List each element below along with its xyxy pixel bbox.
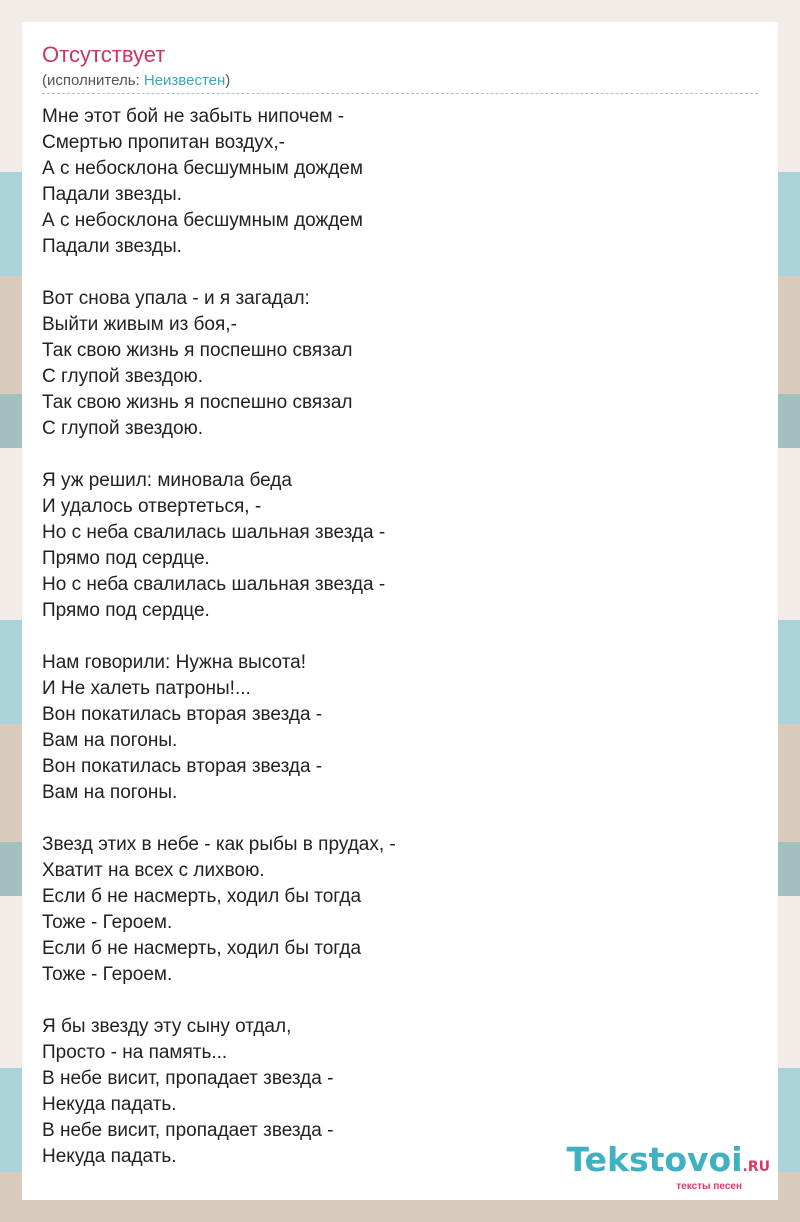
- lyric-line: Вам на погоны.: [42, 730, 178, 751]
- lyric-line: Смертью пропитан воздух,-: [42, 132, 286, 153]
- lyric-line: Падали звезды.: [42, 184, 182, 205]
- lyric-line: И удалось отвертеться, -: [42, 496, 262, 517]
- lyric-line: Тоже - Героем.: [42, 912, 173, 933]
- stanza: [42, 104, 742, 260]
- divider: [42, 93, 758, 94]
- lyric-line: Я бы звезду эту сыну отдал,: [42, 1016, 292, 1037]
- lyric-line: Если б не насмерть, ходил бы тогда: [42, 886, 362, 907]
- lyric-line: Прямо под сердце.: [42, 600, 210, 621]
- lyric-line: Нам говорили: Нужна высота!: [42, 652, 307, 673]
- logo-wordmark: [566, 1142, 770, 1185]
- lyric-line: В небе висит, пропадает звезда -: [42, 1068, 334, 1089]
- lyric-line: Если б не насмерть, ходил бы тогда: [42, 938, 362, 959]
- lyric-line: Вон покатилась вторая звезда -: [42, 704, 323, 725]
- lyric-line: А с небосклона бесшумным дождем: [42, 210, 363, 231]
- lyric-line: С глупой звездою.: [42, 418, 204, 439]
- song-title: Отсутствует: [42, 42, 166, 67]
- lyric-line: А с небосклона бесшумным дождем: [42, 158, 363, 179]
- lyric-line: Так свою жизнь я поспешно связал: [42, 340, 353, 361]
- stanza: [42, 286, 742, 442]
- logo-tagline: тексты песен: [676, 1181, 742, 1192]
- lyric-line: С глупой звездою.: [42, 366, 204, 387]
- stanza: [42, 832, 742, 988]
- performer-prefix: (исполнитель:: [42, 72, 144, 89]
- logo-name: Tekstovoi: [566, 1140, 743, 1179]
- lyric-line: Но с неба свалилась шальная звезда -: [42, 574, 386, 595]
- lyric-line: Просто - на память...: [42, 1042, 228, 1063]
- lyric-line: И Не халеть патроны!...: [42, 678, 251, 699]
- lyric-line: В небе висит, пропадает звезда -: [42, 1120, 334, 1141]
- lyrics-text: [42, 104, 742, 1196]
- lyric-line: Хватит на всех с лихвою.: [42, 860, 265, 881]
- performer-suffix: ): [225, 72, 231, 89]
- lyrics-card: [22, 22, 778, 1200]
- stanza: [42, 468, 742, 624]
- lyric-line: Так свою жизнь я поспешно связал: [42, 392, 353, 413]
- lyric-line: Вам на погоны.: [42, 782, 178, 803]
- site-logo[interactable]: [566, 1142, 770, 1192]
- performer-line: [42, 72, 230, 89]
- lyric-line: Я уж решил: миновала беда: [42, 470, 292, 491]
- lyric-line: Падали звезды.: [42, 236, 182, 257]
- logo-tld: .RU: [742, 1159, 770, 1175]
- lyric-line: Выйти живым из боя,-: [42, 314, 237, 335]
- lyric-line: Прямо под сердце.: [42, 548, 210, 569]
- lyric-line: Звезд этих в небе - как рыбы в прудах, -: [42, 834, 396, 855]
- lyric-line: Некуда падать.: [42, 1094, 177, 1115]
- lyric-line: Вот снова упала - и я загадал:: [42, 288, 310, 309]
- lyric-line: Тоже - Героем.: [42, 964, 173, 985]
- lyric-line: Но с неба свалилась шальная звезда -: [42, 522, 386, 543]
- performer-link[interactable]: Неизвестен: [143, 72, 226, 89]
- lyric-line: Некуда падать.: [42, 1146, 177, 1167]
- lyric-line: Вон покатилась вторая звезда -: [42, 756, 323, 777]
- stanza: [42, 650, 742, 806]
- lyric-line: Мне этот бой не забыть нипочем -: [42, 106, 345, 127]
